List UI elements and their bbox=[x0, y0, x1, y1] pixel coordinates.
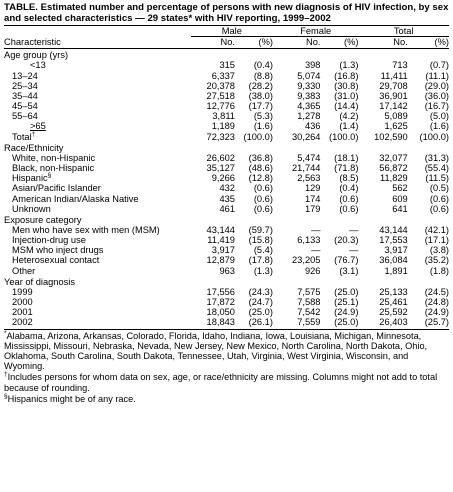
cell-total-no: 713 bbox=[392, 60, 408, 71]
cell-male-no: 432 bbox=[219, 183, 235, 194]
cell-female-pct: (3.1) bbox=[339, 265, 359, 276]
row-label bbox=[4, 183, 191, 193]
cell-male-no: 11,419 bbox=[207, 235, 235, 246]
cell-female-no: 6,133 bbox=[297, 235, 321, 246]
row-label-text: 2000 bbox=[12, 297, 33, 308]
cell-male-no: 20,378 bbox=[206, 80, 235, 91]
section-title: Race/Ethnicity bbox=[4, 142, 64, 153]
cell-female-pct: (8.5) bbox=[339, 173, 359, 184]
cell-male-no: 315 bbox=[219, 60, 235, 71]
cell-female-no: 398 bbox=[304, 60, 321, 71]
cell-male-pct: (8.8) bbox=[253, 70, 273, 81]
table-row bbox=[4, 173, 449, 183]
row-label-text: 55–64 bbox=[12, 111, 38, 122]
cell-male-pct: (0.6) bbox=[253, 183, 273, 194]
cell-female-no: 174 bbox=[304, 193, 321, 204]
footnote bbox=[4, 394, 449, 404]
table-row bbox=[4, 91, 449, 101]
cell-female-pct: — bbox=[349, 245, 359, 256]
cell-total-pct: (11.5) bbox=[425, 173, 449, 184]
row-label bbox=[4, 255, 191, 265]
cell-female-no: — bbox=[311, 224, 321, 235]
table-row bbox=[4, 60, 449, 70]
row-label bbox=[4, 101, 191, 111]
hiv-diagnosis-table bbox=[4, 25, 449, 330]
cell-total-no: 102,590 bbox=[374, 131, 408, 142]
cell-female-no: 7,575 bbox=[297, 286, 321, 297]
cell-total-no: 36,084 bbox=[379, 255, 408, 266]
table-row bbox=[4, 153, 449, 163]
cell-total-no: 609 bbox=[392, 193, 408, 204]
cell-total-pct: (24.8) bbox=[424, 297, 449, 308]
header-female-no: No. bbox=[273, 37, 321, 49]
cell-male-no: 6,337 bbox=[211, 70, 235, 81]
cell-female-pct: (100.0) bbox=[328, 131, 359, 142]
cell-male-pct: (17.7) bbox=[248, 101, 273, 112]
cell-total-pct: (0.7) bbox=[429, 60, 449, 71]
cell-total-pct: (17.1) bbox=[424, 235, 449, 246]
cell-female-pct: (18.1) bbox=[334, 152, 359, 163]
group-female: Female bbox=[273, 26, 358, 37]
row-label bbox=[4, 204, 191, 214]
table-row bbox=[4, 255, 449, 265]
cell-total-pct: (3.8) bbox=[429, 245, 449, 256]
cell-male-no: 461 bbox=[219, 203, 235, 214]
cell-female-no: 21,744 bbox=[292, 163, 321, 174]
row-label-text: Total bbox=[12, 131, 32, 142]
cell-female-pct: (76.7) bbox=[334, 255, 359, 266]
section-title: Exposure category bbox=[4, 214, 82, 225]
cell-total-pct: (24.9) bbox=[424, 307, 449, 318]
table-row bbox=[4, 287, 449, 297]
cell-female-pct: (1.4) bbox=[339, 121, 359, 132]
header-female-pct: (%) bbox=[320, 37, 358, 49]
row-label-text: Injection-drug use bbox=[12, 235, 86, 246]
cell-male-no: 18,843 bbox=[206, 317, 235, 328]
row-label bbox=[4, 245, 191, 255]
footnote-mark: § bbox=[47, 172, 52, 180]
footnote bbox=[4, 331, 449, 372]
cell-male-pct: (59.7) bbox=[248, 224, 273, 235]
cell-female-pct: (30.8) bbox=[334, 80, 359, 91]
cell-total-no: 56,872 bbox=[379, 163, 408, 174]
cell-total-no: 562 bbox=[392, 183, 408, 194]
table-row bbox=[4, 71, 449, 81]
cell-total-pct: (36.0) bbox=[424, 90, 449, 101]
cell-total-pct: (35.2) bbox=[424, 255, 449, 266]
cell-total-pct: (25.7) bbox=[424, 317, 449, 328]
table-body bbox=[4, 49, 449, 329]
section-header-row bbox=[4, 142, 449, 153]
cell-total-pct: (16.7) bbox=[424, 101, 449, 112]
footnote-mark: † bbox=[4, 371, 8, 379]
cell-female-no: 9,383 bbox=[297, 90, 321, 101]
row-label-text: Men who have sex with men (MSM) bbox=[12, 224, 160, 235]
cell-total-no: 11,829 bbox=[379, 173, 408, 184]
cell-total-pct: (55.4) bbox=[424, 163, 449, 174]
cell-female-pct: (14.4) bbox=[334, 101, 359, 112]
cell-female-no: 30,264 bbox=[292, 131, 321, 142]
table-row bbox=[4, 132, 449, 142]
row-label bbox=[4, 317, 191, 327]
row-label-text: MSM who inject drugs bbox=[12, 245, 104, 256]
cell-total-no: 1,891 bbox=[384, 265, 408, 276]
footnote-text: Hispanics might be of any race. bbox=[7, 393, 136, 404]
cell-total-no: 5,089 bbox=[384, 111, 408, 122]
row-label bbox=[4, 91, 191, 101]
cell-total-pct: (29.0) bbox=[424, 80, 449, 91]
cell-female-pct: (25.0) bbox=[334, 317, 359, 328]
cell-female-no: 5,474 bbox=[297, 152, 321, 163]
cell-total-pct: (0.6) bbox=[429, 193, 449, 204]
cell-total-no: 36,901 bbox=[379, 90, 408, 101]
cell-total-no: 29,708 bbox=[379, 80, 408, 91]
cell-male-pct: (1.3) bbox=[253, 265, 273, 276]
cell-male-no: 1,189 bbox=[211, 121, 235, 132]
cell-male-no: 27,518 bbox=[206, 90, 235, 101]
cell-total-no: 32,077 bbox=[379, 152, 408, 163]
cell-male-no: 35,127 bbox=[206, 163, 235, 174]
footnote-mark: † bbox=[31, 130, 36, 138]
table-row bbox=[4, 245, 449, 255]
cell-female-no: — bbox=[311, 245, 321, 256]
cell-total-no: 641 bbox=[392, 203, 408, 214]
cell-total-pct: (1.8) bbox=[429, 265, 449, 276]
cell-male-pct: (24.7) bbox=[248, 297, 273, 308]
cell-male-pct: (1.6) bbox=[253, 121, 273, 132]
row-label-text: Black, non-Hispanic bbox=[12, 163, 95, 174]
cell-female-pct: (25.1) bbox=[334, 297, 359, 308]
row-label bbox=[4, 297, 191, 307]
footnote-mark: * bbox=[4, 329, 7, 337]
table-row bbox=[4, 111, 449, 121]
row-label-text: Hispanic bbox=[12, 173, 48, 184]
cell-female-pct: (0.6) bbox=[339, 203, 359, 214]
row-label-text: 45–54 bbox=[12, 101, 38, 112]
footnote-text: Alabama, Arizona, Arkansas, Colorado, Florida, Idaho, Indiana, Iowa, Louisiana, Michigan, Minnesota, Mississippi, Missouri, Nebraska, Nevada, New Jersey, New Mexico, North Carolina, North Dakota, Ohio, Oklahoma, South Carolina, South Dakota, Tennessee, Utah, Virginia, West Virginia, Wisconsin, and Wyoming. bbox=[4, 330, 428, 372]
cell-male-pct: (24.3) bbox=[248, 286, 273, 297]
row-label bbox=[4, 225, 191, 235]
row-label-text: 25–34 bbox=[12, 80, 38, 91]
cell-male-pct: (0.4) bbox=[253, 60, 273, 71]
table-row bbox=[4, 121, 449, 131]
cell-total-pct: (0.5) bbox=[429, 183, 449, 194]
row-label bbox=[4, 111, 191, 121]
cell-female-no: 129 bbox=[304, 183, 321, 194]
cell-male-pct: (26.1) bbox=[248, 317, 273, 328]
table-row bbox=[4, 307, 449, 317]
row-label bbox=[4, 194, 191, 204]
cell-female-pct: (0.6) bbox=[339, 193, 359, 204]
table-row bbox=[4, 183, 449, 193]
table-row bbox=[4, 317, 449, 327]
table-row bbox=[4, 297, 449, 307]
cell-male-no: 18,050 bbox=[206, 307, 235, 318]
cell-male-pct: (48.6) bbox=[248, 163, 273, 174]
row-label bbox=[4, 71, 191, 81]
row-label-text: >65 bbox=[30, 121, 46, 132]
cell-female-no: 9,330 bbox=[297, 80, 321, 91]
cell-female-no: 436 bbox=[304, 121, 321, 132]
row-label bbox=[4, 173, 191, 183]
row-label bbox=[4, 163, 191, 173]
cell-total-no: 1,625 bbox=[384, 121, 408, 132]
header-characteristic: Characteristic bbox=[4, 37, 191, 49]
cell-total-pct: (0.6) bbox=[429, 203, 449, 214]
header-total-no: No. bbox=[358, 37, 407, 49]
cell-total-pct: (11.1) bbox=[425, 70, 449, 81]
cell-female-pct: (71.8) bbox=[334, 163, 359, 174]
row-label-text: 35–44 bbox=[12, 90, 38, 101]
cell-female-pct: (24.9) bbox=[334, 307, 359, 318]
cell-female-no: 2,563 bbox=[297, 173, 321, 184]
cell-total-no: 25,133 bbox=[379, 286, 408, 297]
section-header-row bbox=[4, 276, 449, 287]
row-label-text: <13 bbox=[30, 60, 46, 71]
row-label bbox=[4, 287, 191, 297]
group-total: Total bbox=[358, 26, 449, 37]
cell-total-no: 3,917 bbox=[384, 245, 408, 256]
cell-male-pct: (28.2) bbox=[248, 80, 273, 91]
section-header-row bbox=[4, 214, 449, 225]
cell-female-pct: (16.8) bbox=[334, 70, 359, 81]
cell-total-pct: (1.6) bbox=[429, 121, 449, 132]
cell-female-no: 1,278 bbox=[297, 111, 321, 122]
cell-female-no: 23,205 bbox=[292, 255, 321, 266]
cell-total-no: 26,403 bbox=[379, 317, 408, 328]
group-header-row bbox=[4, 26, 449, 37]
row-label-text: Asian/Pacific Islander bbox=[12, 183, 101, 194]
cell-male-no: 72,323 bbox=[206, 131, 235, 142]
cell-male-pct: (5.4) bbox=[253, 245, 273, 256]
cell-total-pct: (24.5) bbox=[424, 286, 449, 297]
row-label bbox=[4, 266, 191, 276]
cell-male-pct: (12.8) bbox=[248, 173, 273, 184]
cell-female-pct: (0.4) bbox=[339, 183, 359, 194]
cell-female-no: 179 bbox=[304, 203, 321, 214]
cell-male-pct: (5.3) bbox=[253, 111, 273, 122]
cell-total-no: 25,461 bbox=[379, 297, 408, 308]
cell-male-no: 26,602 bbox=[206, 152, 235, 163]
group-male: Male bbox=[191, 26, 273, 37]
cell-female-pct: — bbox=[349, 224, 359, 235]
bottom-rule bbox=[4, 328, 449, 330]
section-title: Age group (yrs) bbox=[4, 50, 69, 61]
cell-female-pct: (4.2) bbox=[339, 111, 359, 122]
row-label-text: 13–24 bbox=[12, 70, 38, 81]
row-label-text: 1999 bbox=[12, 286, 33, 297]
row-label bbox=[4, 235, 191, 245]
cell-female-pct: (25.0) bbox=[334, 286, 359, 297]
cell-male-no: 435 bbox=[219, 193, 235, 204]
cell-total-no: 25,592 bbox=[379, 307, 408, 318]
cell-male-no: 17,556 bbox=[206, 286, 235, 297]
table-row bbox=[4, 266, 449, 276]
cell-total-pct: (100.0) bbox=[419, 131, 449, 142]
table-row bbox=[4, 204, 449, 214]
cell-female-no: 4,365 bbox=[297, 101, 321, 112]
cell-male-no: 3,811 bbox=[212, 111, 235, 122]
column-header-row bbox=[4, 37, 449, 49]
table-row bbox=[4, 101, 449, 111]
footnote bbox=[4, 372, 449, 392]
cell-total-no: 17,142 bbox=[379, 101, 408, 112]
cell-female-pct: (1.3) bbox=[339, 60, 359, 71]
cell-male-pct: (38.0) bbox=[248, 90, 273, 101]
table-row bbox=[4, 163, 449, 173]
cell-female-no: 7,542 bbox=[297, 307, 321, 318]
cell-male-no: 3,917 bbox=[211, 245, 235, 256]
table-row bbox=[4, 194, 449, 204]
row-label bbox=[4, 307, 191, 317]
cell-male-no: 12,776 bbox=[206, 101, 235, 112]
cell-male-no: 963 bbox=[219, 265, 235, 276]
section-header-row bbox=[4, 49, 449, 61]
cell-total-pct: (42.1) bbox=[424, 224, 449, 235]
row-label bbox=[4, 60, 191, 70]
table-title: TABLE. Estimated number and percentage of persons with new diagnosis of HIV infection, by sex and selected characteristics — 29 states* with HIV reporting, 1999–2002 bbox=[4, 2, 449, 24]
row-label-text: 2001 bbox=[12, 307, 33, 318]
cell-male-pct: (36.8) bbox=[248, 152, 273, 163]
cell-male-pct: (0.6) bbox=[253, 193, 273, 204]
header-male-pct: (%) bbox=[235, 37, 273, 49]
cell-male-no: 12,879 bbox=[206, 255, 235, 266]
row-label bbox=[4, 153, 191, 163]
cell-male-no: 9,266 bbox=[211, 173, 235, 184]
cell-male-pct: (100.0) bbox=[243, 131, 273, 142]
footnote-text: Includes persons for whom data on sex, age, or race/ethnicity are missing. Columns might not add to total because of rounding. bbox=[4, 372, 438, 393]
footnotes bbox=[4, 331, 449, 404]
section-title: Year of diagnosis bbox=[4, 276, 75, 287]
row-label bbox=[4, 81, 191, 91]
row-label-text: White, non-Hispanic bbox=[12, 152, 96, 163]
cell-total-no: 11,411 bbox=[380, 70, 408, 81]
cell-female-no: 926 bbox=[304, 265, 321, 276]
row-label-text: 2002 bbox=[12, 317, 33, 328]
cell-male-no: 17,872 bbox=[206, 297, 235, 308]
table-row bbox=[4, 235, 449, 245]
cell-female-no: 7,588 bbox=[297, 297, 321, 308]
cell-total-no: 17,553 bbox=[379, 235, 408, 246]
cell-male-pct: (17.8) bbox=[248, 255, 273, 266]
row-label bbox=[4, 132, 191, 142]
cell-female-pct: (20.3) bbox=[334, 235, 359, 246]
cell-male-pct: (0.6) bbox=[253, 203, 273, 214]
cell-female-pct: (31.0) bbox=[334, 90, 359, 101]
row-label-text: American Indian/Alaska Native bbox=[12, 193, 139, 204]
cell-total-pct: (5.0) bbox=[429, 111, 449, 122]
table-row bbox=[4, 225, 449, 235]
row-label-text: Other bbox=[12, 265, 36, 276]
cell-female-no: 5,074 bbox=[297, 70, 321, 81]
cell-total-no: 43,144 bbox=[379, 224, 408, 235]
header-male-no: No. bbox=[191, 37, 235, 49]
cell-female-no: 7,559 bbox=[297, 317, 321, 328]
cell-male-pct: (25.0) bbox=[248, 307, 273, 318]
cell-male-pct: (15.8) bbox=[248, 235, 273, 246]
header-total-pct: (%) bbox=[408, 37, 449, 49]
table-row bbox=[4, 81, 449, 91]
cell-male-no: 43,144 bbox=[206, 224, 235, 235]
row-label-text: Heterosexual contact bbox=[12, 255, 100, 266]
footnote-mark: § bbox=[4, 392, 8, 400]
row-label-text: Unknown bbox=[12, 203, 51, 214]
cell-total-pct: (31.3) bbox=[424, 152, 449, 163]
